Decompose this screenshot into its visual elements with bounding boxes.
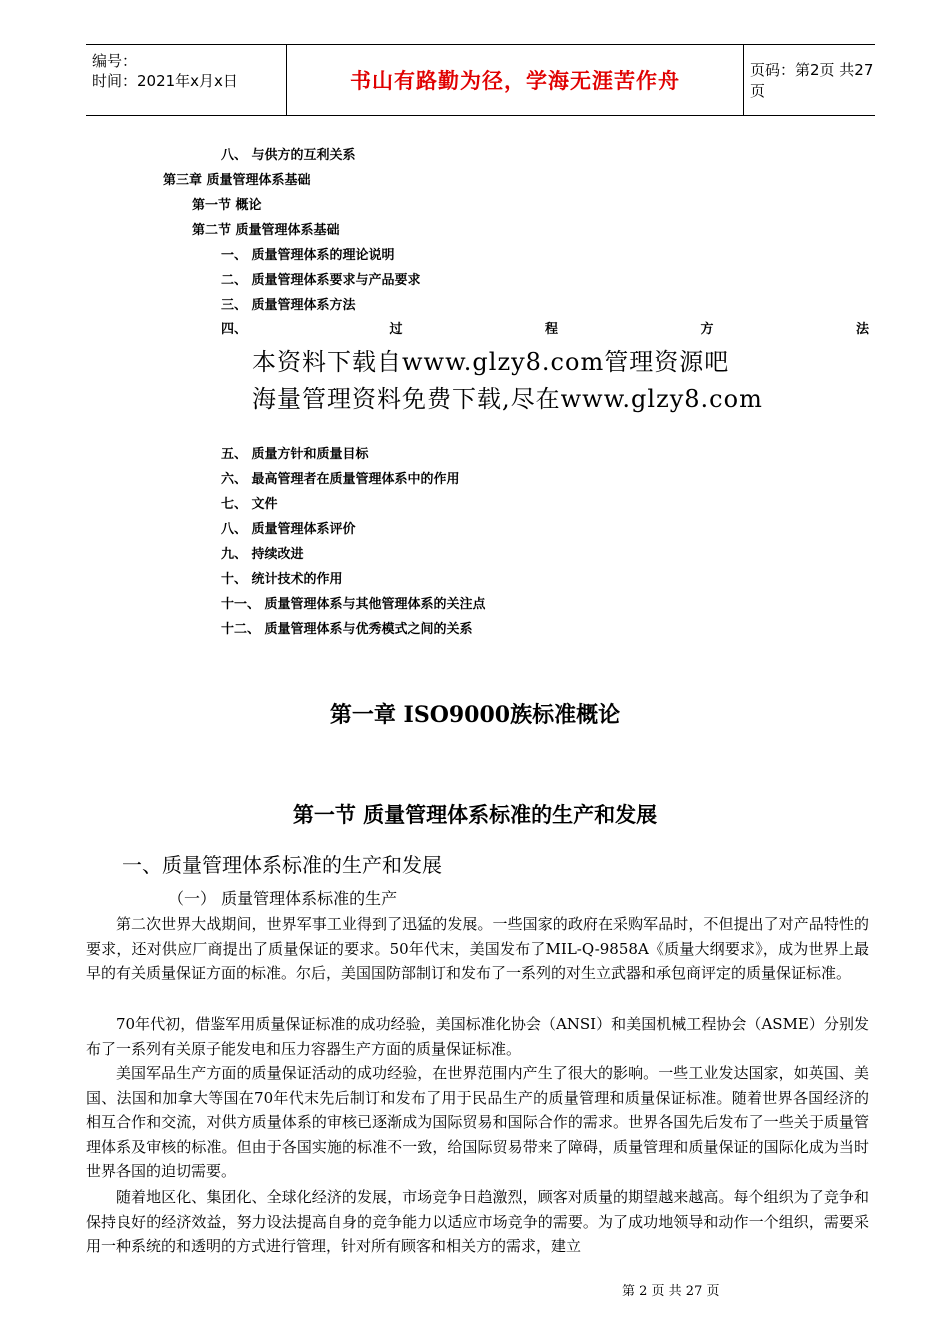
watermark-line: 本资料下载自www.glzy8.com管理资源吧 <box>252 348 730 376</box>
toc-item: 一、 质量管理体系的理论说明 <box>221 248 395 263</box>
toc-item-part: 四、 <box>221 322 248 337</box>
body-paragraph: 美国军品生产方面的质量保证活动的成功经验，在世界范围内产生了很大的影响。一些工业发达国家，如英国、美国、法国和加拿大等国在70年代末先后制订和发布了用于民品生产的质量管理和质量保证标准。随着世界各国经济的相互合作和交流，对供方质量体系的审核已逐渐成为国际贸易和国际合作的需求。世界各国先后发布了一些关于质量管理体系及审核的标准。但由于各国实施的标准不一致，给国际贸易带来了障碍，质量管理和质量保证的国际化成为当时世界各国的迫切需要。 <box>86 1064 869 1181</box>
toc-item: 三、 质量管理体系方法 <box>221 298 356 313</box>
sub-subsection-heading: （一） 质量管理体系标准的生产 <box>168 889 398 908</box>
toc-item: 九、 持续改进 <box>221 547 304 562</box>
toc-item: 十二、 质量管理体系与优秀模式之间的关系 <box>221 622 473 637</box>
toc-section: 第二节 质量管理体系基础 <box>192 223 340 238</box>
header-meta <box>92 51 282 91</box>
toc-item: 八、 质量管理体系评价 <box>221 522 356 537</box>
section-title: 第一节 质量管理体系标准的生产和发展 <box>292 802 658 827</box>
toc-item: 六、 最高管理者在质量管理体系中的作用 <box>221 472 460 487</box>
body-paragraph: 70年代初，借鉴军用质量保证标准的成功经验，美国标准化协会（ANSI）和美国机械工程协会（ASME）分别发布了一系列有关原子能发电和压力容器生产方面的质量保证标准。 <box>86 1015 869 1058</box>
document-date: 时间：2021年x月x日 <box>92 72 238 90</box>
toc-item-part: 法 <box>855 322 869 337</box>
header-motto: 书山有路勤为径，学海无涯苦作舟 <box>286 45 744 115</box>
watermark-line: 海量管理资料免费下载,尽在www.glzy8.com <box>252 385 763 413</box>
document-number-label: 编号： <box>92 52 138 70</box>
toc-item: 五、 质量方针和质量目标 <box>221 447 369 462</box>
toc-section: 第一节 概论 <box>192 198 262 213</box>
toc-item-part: 方 <box>700 322 714 337</box>
toc-item: 十、 统计技术的作用 <box>221 572 343 587</box>
header-page-info: 页码：第2页 共27页 <box>750 61 874 100</box>
toc-item: 二、 质量管理体系要求与产品要求 <box>221 273 421 288</box>
chapter-title: 第一章 ISO9000族标准概论 <box>329 702 621 728</box>
page-header <box>86 44 875 116</box>
toc-item: 十一、 质量管理体系与其他管理体系的关注点 <box>221 597 486 612</box>
body-paragraph: 随着地区化、集团化、全球化经济的发展，市场竞争日趋激烈，顾客对质量的期望越来越高。每个组织为了竞争和保持良好的经济效益，努力设法提高自身的竞争能力以适应市场竞争的需要。为了成功地领导和动作一个组织，需要采用一种系统的和透明的方式进行管理，针对所有顾客和相关方的需求，建立 <box>86 1188 869 1256</box>
subsection-heading: 一、质量管理体系标准的生产和发展 <box>122 853 442 877</box>
toc-item-part: 过 <box>389 322 403 337</box>
toc-item-part: 程 <box>544 322 558 337</box>
toc-item-justified <box>221 318 869 337</box>
toc-item: 八、 与供方的互利关系 <box>221 148 356 163</box>
toc-chapter: 第三章 质量管理体系基础 <box>163 173 311 188</box>
toc-item: 七、 文件 <box>221 497 278 512</box>
body-paragraph: 第二次世界大战期间，世界军事工业得到了迅猛的发展。一些国家的政府在采购军品时，不但提出了对产品特性的要求，还对供应厂商提出了质量保证的要求。50年代末，美国发布了MIL-Q-9858A《质量大纲要求》，成为世界上最早的有关质量保证方面的标准。尔后，美国国防部制订和发布了一系列的对生立武器和承包商评定的质量保证标准。 <box>86 915 869 983</box>
page-footer: 第 2 页 共 27 页 <box>622 1284 720 1299</box>
